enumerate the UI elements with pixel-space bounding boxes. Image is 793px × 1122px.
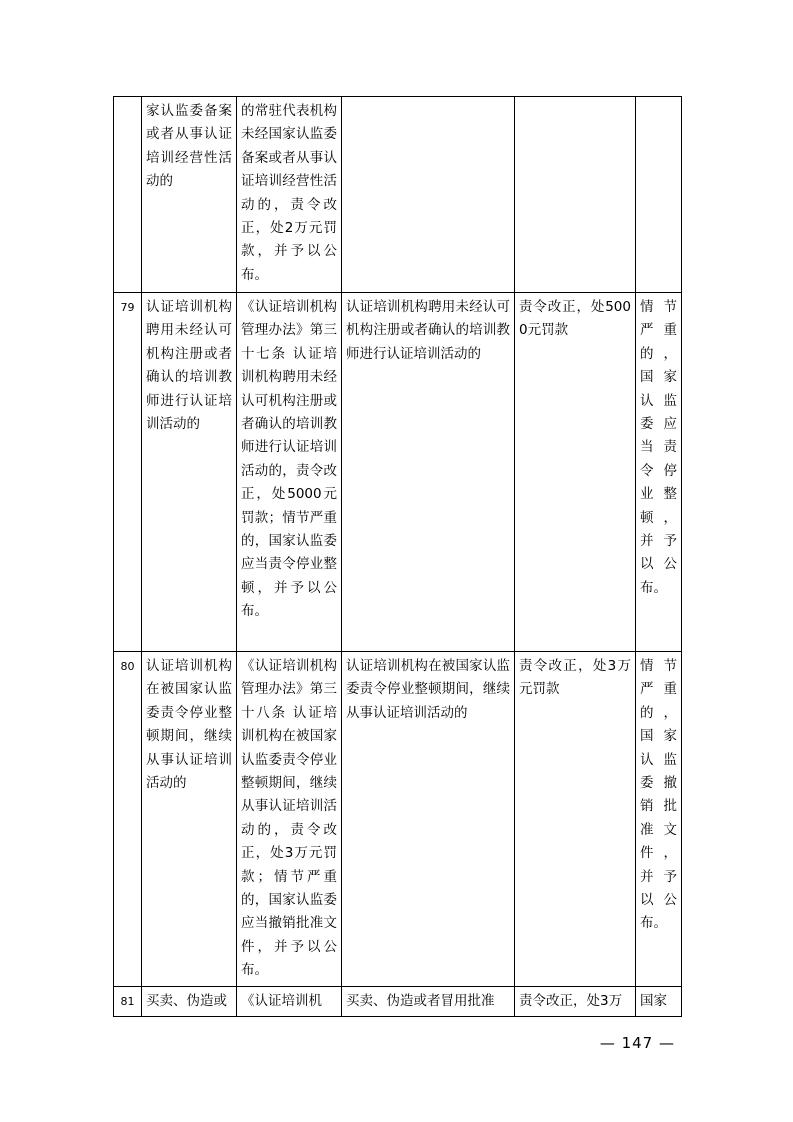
table-row [114,97,682,293]
violation-item: 买卖、伪造或 [142,987,237,1017]
violation-item: 认证培训机构在被国家认监委责令停业整顿期间，继续从事认证培训活动的 [142,652,237,987]
table-row [114,987,682,1017]
row-number: 81 [114,987,142,1017]
violation-situation: 买卖、伪造或者冒用批准 [342,987,515,1017]
legal-basis: 的常驻代表机构未经国家认监委备案或者从事认证培训经营性活动的，责令改正，处2万元罚款，并予以公布。 [237,97,342,293]
penalty-standard [515,97,636,293]
row-number [114,97,142,293]
violation-item: 家认监委备案或者从事认证培训经营性活动的 [142,97,237,293]
page-number: — 147 — [599,1034,675,1052]
remark: 情节严重的，国家认监委应当责令停业整顿，并予以公布。 [636,293,682,652]
row-number: 79 [114,293,142,652]
violation-situation: 认证培训机构聘用未经认可机构注册或者确认的培训教师进行认证培训活动的 [342,293,515,652]
penalty-standard: 责令改正，处5000元罚款 [515,293,636,652]
legal-basis: 《认证培训机 [237,987,342,1017]
violation-situation [342,97,515,293]
violation-item: 认证培训机构聘用未经认可机构注册或者确认的培训教师进行认证培训活动的 [142,293,237,652]
table-row [114,293,682,652]
legal-basis: 《认证培训机构管理办法》第三十七条 认证培训机构聘用未经认可机构注册或者确认的培训教师进行认证培训活动的，责令改正，处5000元罚款；情节严重的，国家认监委应当责令停业整顿，并予以公布。 [237,293,342,652]
remark [636,97,682,293]
violation-situation: 认证培训机构在被国家认监委责令停业整顿期间，继续从事认证培训活动的 [342,652,515,987]
penalty-table [113,96,682,1017]
remark: 国家 [636,987,682,1017]
row-number: 80 [114,652,142,987]
penalty-standard: 责令改正，处3万元罚款 [515,652,636,987]
table-row [114,652,682,987]
remark: 情节严重的，国家认监委撤销批准文件，并予以公布。 [636,652,682,987]
penalty-standard: 责令改正，处3万 [515,987,636,1017]
legal-basis: 《认证培训机构管理办法》第三十八条 认证培训机构在被国家认监委责令停业整顿期间，继续从事认证培训活动的，责令改正，处3万元罚款；情节严重的，国家认监委应当撤销批准文件，并予以公布。 [237,652,342,987]
